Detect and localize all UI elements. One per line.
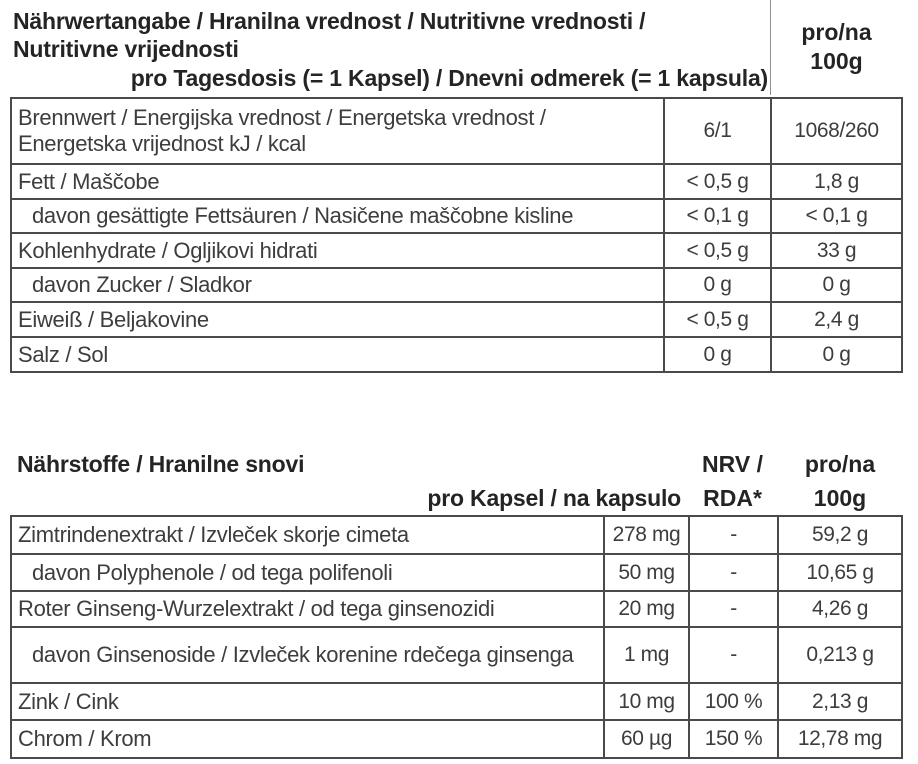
header-divider-line	[770, 0, 771, 95]
per-100g-header-line2: 100g	[810, 48, 863, 74]
row-label: davon gesättigte Fettsäuren / Nasičene maščobne kisline	[32, 203, 574, 228]
per-dose-value: < 0,5 g	[663, 234, 770, 267]
table-row	[12, 267, 901, 301]
per-capsule-value: 1 mg	[603, 628, 688, 682]
per-100g-value: 10,65 g	[777, 555, 901, 590]
row-label: Zink / Cink	[18, 688, 119, 714]
per-100g-column-header	[770, 18, 903, 76]
row-label: Salz / Sol	[18, 341, 108, 367]
per-dose-value: < 0,5 g	[663, 303, 770, 336]
table-row	[12, 99, 901, 163]
per-dose-value: 0 g	[663, 338, 770, 371]
nutrient-row	[12, 682, 901, 719]
nutrition-table-title: Nährwertangabe / Hranilna vrednost / Nutritivne vrednosti / Nutritivne vrijednosti	[13, 8, 646, 62]
per-100g-value: 0 g	[770, 269, 901, 301]
per-100g-value: < 0,1 g	[770, 200, 901, 232]
per-100g-value: 33 g	[770, 234, 901, 267]
row-label: Roter Ginseng-Wurzelextrakt / od tega ginsenozidi	[18, 596, 495, 621]
per-100g-value: 0,213 g	[777, 628, 901, 682]
per-100g-value: 2,4 g	[770, 303, 901, 336]
nrv-value: -	[688, 517, 777, 553]
per-100g-header-line1: pro/na	[801, 19, 872, 45]
table-row	[12, 301, 901, 336]
per-100g-value: 2,13 g	[777, 684, 901, 719]
per-dose-value: 6/1	[663, 99, 770, 163]
nutrition-table	[10, 97, 903, 373]
per-capsule-value: 20 mg	[603, 592, 688, 626]
per-capsule-value: 278 mg	[603, 517, 688, 553]
row-label: davon Polyphenole / od tega polifenoli	[32, 559, 393, 585]
nrv-value: -	[688, 592, 777, 626]
row-label: Chrom / Krom	[18, 726, 152, 751]
nutrients-table-title: Nährstoffe / Hranilne snovi	[17, 451, 305, 477]
per-100g-value: 59,2 g	[777, 517, 901, 553]
per-100g-header-line1: pro/na	[804, 451, 876, 477]
nutrient-row	[12, 517, 901, 553]
row-label: Fett / Maščobe	[18, 168, 160, 194]
per-dose-value: < 0,1 g	[663, 200, 770, 232]
per-capsule-value: 10 mg	[603, 684, 688, 719]
per-100g-value: 0 g	[770, 338, 901, 371]
per-capsule-column-header: pro Kapsel / na kapsulo	[427, 485, 681, 511]
nrv-header-line1: NRV /	[702, 451, 763, 477]
row-label: Kohlenhydrate / Ogljikovi hidrati	[18, 237, 318, 263]
row-label: Zimtrindenextrakt / Izvleček skorje cimeta	[18, 522, 409, 547]
per-100g-value: 4,26 g	[777, 592, 901, 626]
per-dose-value: 0 g	[663, 269, 770, 301]
nrv-value: 100 %	[688, 684, 777, 719]
nrv-value: -	[688, 555, 777, 590]
nrv-header-line2: RDA*	[703, 485, 762, 511]
row-label: davon Ginsenoside / Izvleček korenine rdečega ginsenga	[32, 642, 574, 667]
row-label: davon Zucker / Sladkor	[32, 272, 252, 297]
table-row	[12, 232, 901, 267]
nutrient-row	[12, 553, 901, 590]
nrv-value: 150 %	[688, 721, 777, 757]
per-100g-value: 1,8 g	[770, 165, 901, 198]
per-100g-value: 1068/260	[770, 99, 901, 163]
nutrient-row	[12, 626, 901, 682]
row-label: Brennwert / Energijska vrednost / Energetska vrednost / Energetska vrijednost kJ / kcal	[18, 105, 546, 156]
dose-column-header: pro Tagesdosis (= 1 Kapsel) / Dnevni odmerek (= 1 kapsula)	[130, 65, 768, 91]
row-label: Eiweiß / Beljakovine	[18, 306, 209, 332]
per-dose-value: < 0,5 g	[663, 165, 770, 198]
per-100g-value: 12,78 mg	[777, 721, 901, 757]
nrv-value: -	[688, 628, 777, 682]
per-100g-header-line2: 100g	[813, 485, 867, 511]
table-row	[12, 336, 901, 371]
nutrient-row	[12, 590, 901, 626]
nutrient-row	[12, 719, 901, 757]
table-row	[12, 163, 901, 198]
nutrients-table	[10, 515, 903, 759]
per-capsule-value: 60 µg	[603, 721, 688, 757]
per-capsule-value: 50 mg	[603, 555, 688, 590]
table-row	[12, 198, 901, 232]
